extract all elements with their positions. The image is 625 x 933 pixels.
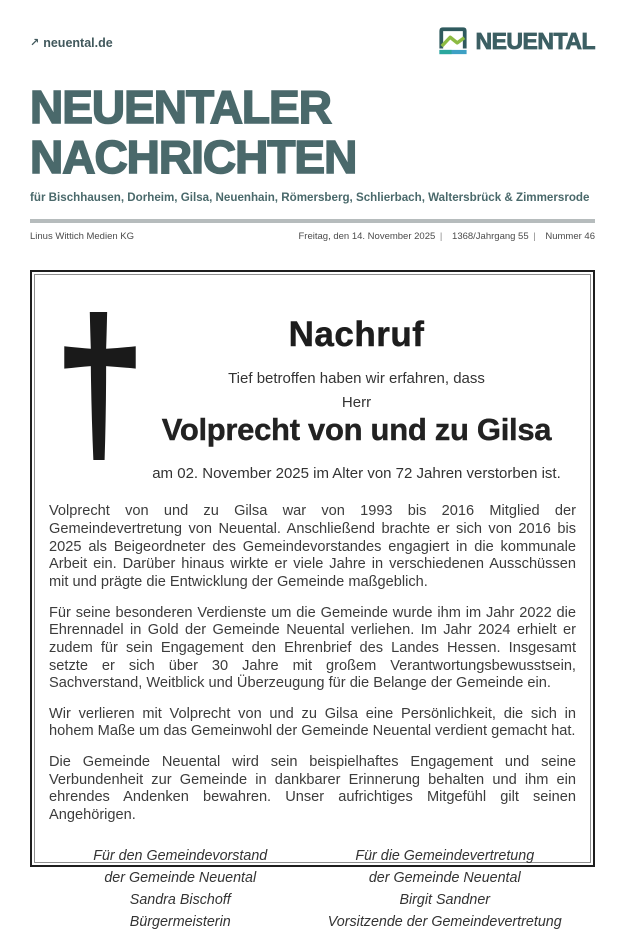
signature-line: Bürgermeisterin (129, 914, 231, 931)
cross-column (48, 281, 150, 482)
issue-volume: 1368/Jahrgang 55 (452, 231, 529, 243)
separator: | (439, 231, 443, 243)
publisher-name: Linus Wittich Medien KG (30, 231, 135, 243)
top-bar (30, 0, 595, 56)
signature-line: der Gemeinde Neuental (368, 869, 521, 886)
obituary-paragraph: Die Gemeinde Neuental wird sein beispielhaftes Engagement und seine Verbundenheit zur Gemeinde in dankbarer Erinnerung behalten und ihm ein ehrendes Andenken bewahren. Unser aufrichtiges Mitgefühl gilt seinen Angehörigen. (49, 754, 576, 824)
signature-line: der Gemeinde Neuental (104, 869, 257, 886)
divider-bar (30, 219, 595, 223)
signatures (48, 845, 577, 933)
external-link-icon: ↗ (30, 36, 40, 49)
obituary-header (48, 281, 577, 482)
masthead-title-line2: NACHRICHTEN (30, 131, 357, 184)
obituary-paragraph: Für seine besonderen Verdienste um die Gemeinde wurde ihm im Jahr 2022 die Ehrennadel in Gold der Gemeinde Neuental verliehen. Im Jahr 2024 erhielt er zudem für sein Engagement den Ehrenbrief des Landes Hessen. Insgesamt setzte er sich über 30 Jahre mit großem Verantwortungsbewusstsein, Sachverstand, Weitblick und Überzeugung für die Belange der Gemeinde ein. (49, 604, 576, 692)
masthead (30, 82, 595, 204)
masthead-subtitle: für Bischhausen, Dorheim, Gilsa, Neuenhain, Römersberg, Schlierbach, Waltersbrück & Zimmersrode (30, 191, 590, 205)
signature-left (48, 845, 313, 933)
separator: | (533, 231, 536, 243)
website-link[interactable] (30, 36, 113, 50)
obituary-notice (34, 274, 591, 931)
signature-line: Vorsitzende der Gemeindevertretung (327, 914, 562, 931)
obituary-heading: Nachruf (288, 315, 425, 355)
signature-line: Für die Gemeindevertretung (355, 847, 535, 864)
masthead-title-line1: NEUENTALER (30, 81, 331, 133)
signature-line: Birgit Sandner (399, 892, 491, 909)
cross-icon (64, 312, 136, 460)
signature-right (313, 845, 578, 933)
issue-info-row (30, 231, 595, 242)
obituary-death-line: am 02. November 2025 im Alter von 72 Jahren verstorben ist. (152, 465, 561, 483)
neuental-logo (438, 26, 595, 56)
issue-number: Nummer 46 (545, 231, 595, 243)
obituary-paragraph: Wir verlieren mit Volprecht von und zu Gilsa eine Persönlichkeit, die sich in hohem Maße um das Gemeinwohl der Gemeinde Neuental verdient gemacht hat. (49, 705, 576, 740)
logo-wordmark: NEUENTAL (475, 27, 595, 54)
signature-line: Sandra Bischoff (129, 892, 231, 909)
website-link-label: neuental.de (43, 36, 113, 50)
obituary-paragraph: Volprecht von und zu Gilsa war von 1993 bis 2016 Mitglied der Gemeindevertretung von Neuental. Anschließend brachte er sich von 2016 bis 2025 als Beigeordneter des Gemeindevorstandes engagiert in die kommunale Arbeit ein. Darüber hinaus wirkte er viele Jahre in verschiedenen Ausschüssen mit und prägte die Entwicklung der Gemeinde maßgeblich. (49, 503, 576, 590)
obituary-intro-line: Tief betroffen haben wir erfahren, dass (228, 370, 485, 388)
issue-meta (297, 231, 596, 242)
masthead-title (30, 82, 595, 182)
deceased-name: Volprecht von und zu Gilsa (161, 412, 552, 448)
obituary-salutation: Herr (341, 394, 372, 412)
obituary-notice-frame (30, 270, 595, 931)
signature-line: Für den Gemeindevorstand (93, 847, 268, 864)
issue-date: Freitag, den 14. November 2025 (298, 231, 436, 243)
obituary-header-center (150, 281, 577, 482)
neuental-logo-icon (438, 26, 468, 56)
